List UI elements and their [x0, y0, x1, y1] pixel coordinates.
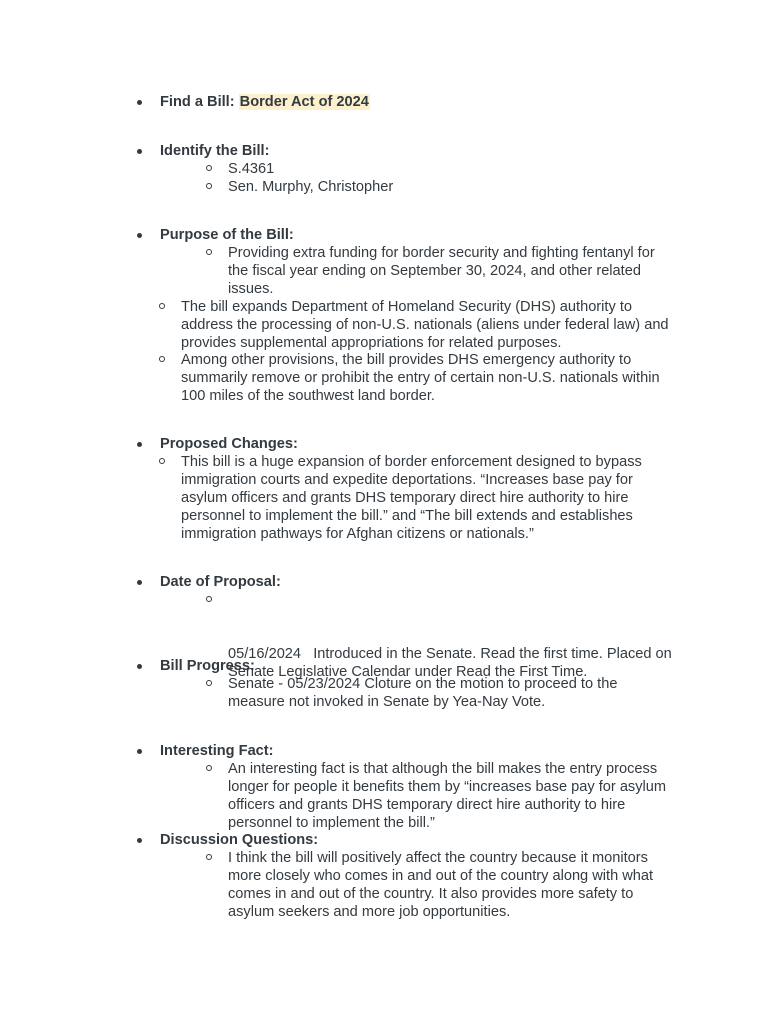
bullet-icon	[137, 749, 142, 754]
bullet-icon	[137, 100, 142, 105]
circle-bullet-icon	[206, 165, 212, 171]
circle-bullet-icon	[206, 765, 212, 771]
circle-bullet-icon	[159, 356, 165, 362]
section-heading: Interesting Fact:	[160, 743, 274, 759]
list-item-text: Senate - 05/23/2024 Cloture on the motion to proceed to the measure not invoked in Senate by Yea-Nay Vote.	[228, 676, 618, 710]
highlighted-bill-name: Border Act of 2024	[239, 94, 369, 110]
list-item-text: 05/16/2024 Introduced in the Senate. Read the first time. Placed on Senate Legislative Calendar under Read the First Time.	[228, 646, 676, 680]
circle-bullet-icon	[206, 596, 212, 602]
list-item-text: This bill is a huge expansion of border enforcement designed to bypass immigration courts and expedite deportations. “Increases base pay for asylum officers and grants DHS temporary direct hire authority to hire personnel to implement the bill.” and “The bill extends and establishes immigration pathways for Afghan citizens or nationals.”	[181, 454, 642, 542]
section-heading	[160, 93, 370, 111]
list-item	[228, 675, 678, 711]
list-item	[228, 178, 678, 196]
heading-label: Find a Bill:	[160, 94, 235, 110]
section-heading: Identify the Bill:	[160, 143, 270, 159]
bullet-icon	[137, 442, 142, 447]
list-item	[228, 849, 678, 921]
list-item	[228, 244, 678, 298]
list-item-text: The bill expands Department of Homeland Security (DHS) authority to address the processing of non-U.S. nationals (aliens under federal law) and provides supplemental appropriations for related purposes.	[181, 299, 669, 351]
list-item-text: I think the bill will positively affect the country because it monitors more closely who comes in and out of the country along with what comes in and out of the country. It also provides more safety to asylum seekers and more job opportunities.	[228, 850, 654, 920]
list-item-text: S.4361	[228, 161, 275, 177]
list-item-text: Among other provisions, the bill provides DHS emergency authority to summarily remove or prohibit the entry of certain non-U.S. nationals within 100 miles of the southwest land border.	[181, 352, 660, 404]
circle-bullet-icon	[206, 854, 212, 860]
list-item	[181, 351, 681, 405]
circle-bullet-icon	[159, 458, 165, 464]
circle-bullet-icon	[206, 249, 212, 255]
section-heading: Proposed Changes:	[160, 436, 298, 452]
circle-bullet-icon	[206, 183, 212, 189]
bullet-icon	[137, 664, 142, 669]
circle-bullet-icon	[206, 680, 212, 686]
bullet-icon	[137, 233, 142, 238]
list-item	[181, 298, 681, 352]
list-item-text: Providing extra funding for border security and fighting fentanyl for the fiscal year ending on September 30, 2024, and other related issues.	[228, 245, 655, 297]
section-heading: Purpose of the Bill:	[160, 227, 294, 243]
list-item	[228, 160, 678, 178]
bullet-icon	[137, 149, 142, 154]
list-item	[181, 453, 681, 543]
bullet-icon	[137, 580, 142, 585]
list-item-text: An interesting fact is that although the bill makes the entry process longer for people it benefits them by “increases base pay for asylum officers and grants DHS temporary direct hire authority to hire personnel to implement the bill.”	[228, 761, 667, 831]
bullet-icon	[137, 838, 142, 843]
section-heading: Discussion Questions:	[160, 832, 319, 848]
circle-bullet-icon	[159, 303, 165, 309]
section-heading: Bill Progress:	[160, 658, 255, 674]
list-item-text: Sen. Murphy, Christopher	[228, 179, 394, 195]
list-item	[228, 760, 678, 832]
section-heading: Date of Proposal:	[160, 574, 281, 590]
